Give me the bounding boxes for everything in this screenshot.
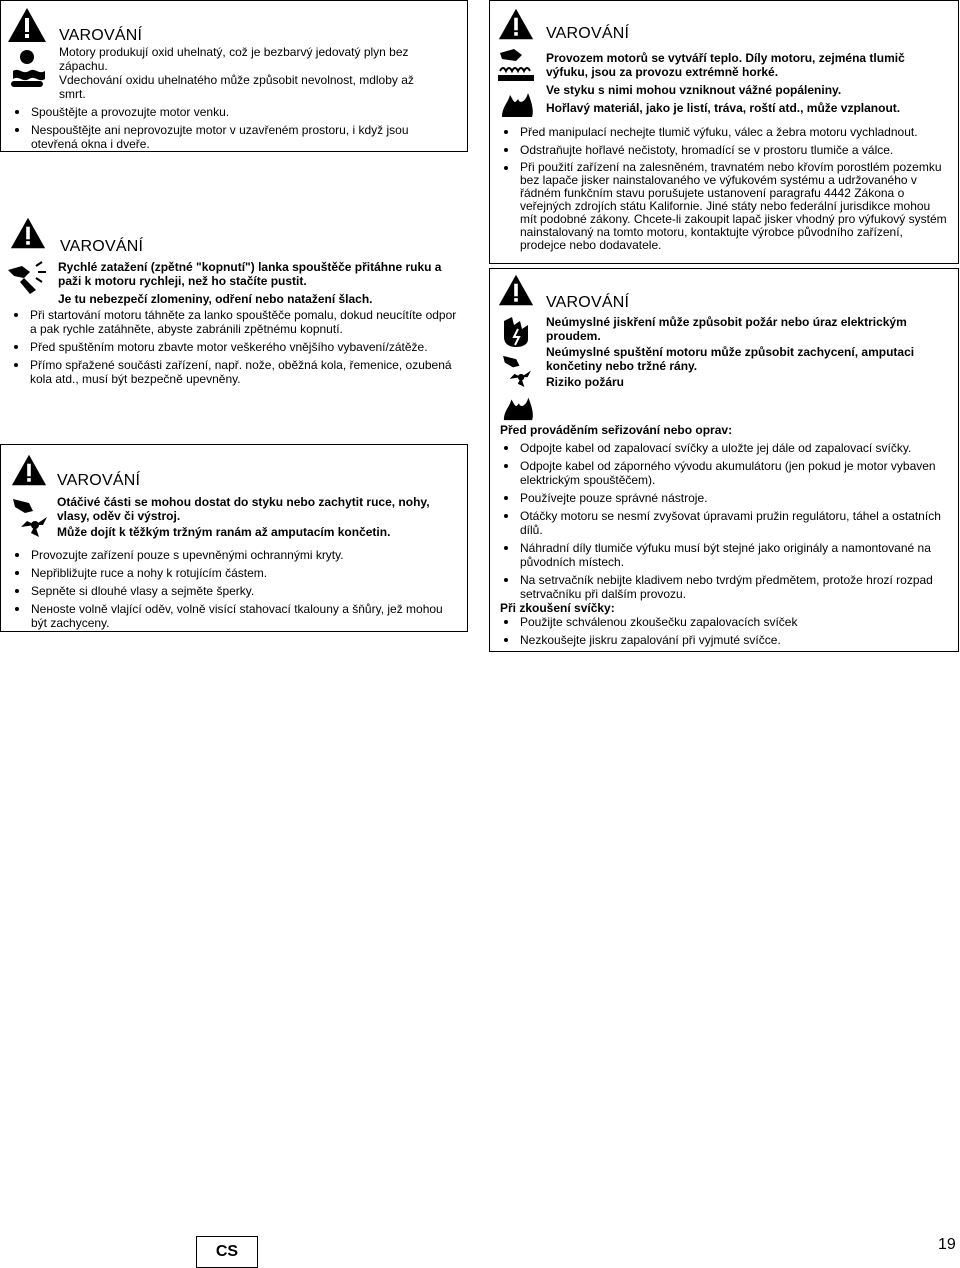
list-item: Při použití zařízení na zalesněném, travnatém nebo křovím porostlém pozemku bez lapače jisker nainstalovaného ve výfukovém systému a udržovaného v řádném funkčním stavu porušujete ustanovení paragrafu 4442 Zákona o veřejných zdrojích státu Kalifornie. Jiné státy nebo federální jurisdikce mohou mít podobné zákony. Chcete-li zakoupit lapač jisker vhodný pro výfukový systém nainstalovaný na tomto motoru, kontaktujte výrobce původního zařízení, prodejce nebo dodavatele.	[500, 161, 950, 252]
test-heading: Při zkoušení svíčky:	[500, 601, 615, 615]
warning-line: smrt.	[59, 87, 86, 101]
section-title: VAROVÁNÍ	[546, 25, 630, 42]
warning-box-heat	[489, 0, 959, 264]
warning-line: Neúmyslné spuštění motoru může způsobit zachycení, amputaci končetiny nebo tržné rány.	[546, 345, 915, 373]
warning-text	[546, 315, 936, 389]
warning-box-rotating	[0, 444, 468, 632]
warning-triangle-icon	[498, 7, 534, 41]
warning-line: Ve styku s nimi mohou vzniknout vážné popáleniny.	[546, 83, 842, 97]
list-item: Přímo spřažené součásti zařízení, např. nože, oběžná kola, řemenice, ozubená kola atd., musí být bezpečně upevněny.	[10, 358, 460, 386]
service-heading: Před prováděním seřizování nebo oprav:	[500, 423, 733, 437]
fire-icon	[500, 89, 534, 117]
hot-surface-icon	[496, 45, 536, 85]
bullet-list	[500, 441, 950, 605]
rotating-blade-icon	[498, 351, 536, 387]
section-title: VAROVÁNÍ	[60, 238, 144, 255]
page-number: 19	[938, 1236, 956, 1253]
list-item: Spouštějte a provozujte motor venku.	[11, 105, 451, 119]
list-item: Náhradní díly tlumiče výfuku musí být stejné jako originály a namontované na původních místech.	[500, 541, 950, 569]
warning-box-spark	[489, 268, 959, 652]
list-item: Nezkoušejte jiskru zapalování při vyjmuté svíčce.	[500, 633, 950, 647]
warning-line: Hořlavý materiál, jako je listí, tráva, roští atd., může vzplanout.	[546, 101, 901, 115]
bullet-list	[11, 548, 451, 634]
warning-line: zápachu.	[59, 59, 108, 73]
warning-text	[59, 45, 459, 101]
hand-pull-icon	[6, 256, 50, 296]
gas-fumes-icon	[7, 47, 47, 89]
list-item: Odpojte kabel od zapalovací svíčky a uložte jej dále od zapalovací svíčky.	[500, 441, 950, 455]
list-item: Sepněte si dlouhé vlasy a sejměte šperky.	[11, 584, 451, 598]
bullet-list	[500, 125, 950, 256]
warning-line: Motory produkují oxid uhelnatý, což je bezbarvý jedovatý plyn bez	[59, 45, 409, 59]
bullet-list	[11, 105, 451, 155]
language-code: CS	[196, 1236, 258, 1268]
warning-line: Rychlé zatažení (zpětné "kopnutí") lanka spouštěče přitáhne ruku a paži k motoru rychleji, než ho stačíte pustit.	[58, 260, 442, 288]
bullet-list	[10, 308, 460, 390]
list-item: Nespouštějte ani neprovozujte motor v uzavřeném prostoru, i když jsou otevřená okna i dveře.	[11, 123, 451, 151]
warning-text	[58, 260, 458, 306]
list-item: Při startování motoru táhněte za lanko spouštěče pomalu, dokud neucítíte odpor a pak rychle zatáhněte, abyste zabránili zpětnému kopnutí.	[10, 308, 460, 336]
list-item: Použijte schválenou zkoušečku zapalovacích svíček	[500, 615, 950, 629]
warning-line: Otáčivé části se mohou dostat do styku nebo zachytit ruce, nohy, vlasy, oděv či výstroj.	[57, 495, 430, 523]
electric-shock-icon	[498, 313, 534, 349]
warning-line: Neúmyslné jiskření může způsobit požár nebo úraz elektrickým proudem.	[546, 315, 907, 343]
list-item: Neноste volně vlající oděv, volně visící stahovací tkalouny a šňůry, jež mohou být zachyceny.	[11, 602, 451, 630]
warning-triangle-icon	[11, 453, 47, 487]
warning-line: Vdechování oxidu uhelnatého může způsobit nevolnost, mdloby až	[59, 73, 414, 87]
bullet-list	[500, 615, 950, 651]
list-item: Odpojte kabel od záporného vývodu akumulátoru (jen pokud je motor vybaven elektrickým spouštěčem).	[500, 459, 950, 487]
section-title: VAROVÁNÍ	[57, 472, 141, 489]
list-item: Otáčky motoru se nesmí zvyšovat úpravami pružin regulátoru, táhel a ostatních dílů.	[500, 509, 950, 537]
list-item: Nepřibližujte ruce a nohy k rotujícím částem.	[11, 566, 451, 580]
rotating-blade-icon	[9, 493, 51, 537]
list-item: Odstraňujte hořlavé nečistoty, hromadící se v prostoru tlumiče a válce.	[500, 143, 950, 157]
warning-line: Provozem motorů se vytváří teplo. Díly motoru, zejména tlumič výfuku, jsou za provozu extrémně horké.	[546, 51, 905, 79]
list-item: Používejte pouze správné nástroje.	[500, 491, 950, 505]
warning-line: Může dojít k těžkým tržným ranám až amputacím končetin.	[57, 525, 391, 539]
warning-line: Riziko požáru	[546, 375, 625, 389]
list-item: Před manipulací nechejte tlumič výfuku, válec a žebra motoru vychladnout.	[500, 125, 950, 139]
warning-text	[546, 51, 946, 115]
list-item: Provozujte zařízení pouze s upevněnými ochrannými kryty.	[11, 548, 451, 562]
warning-triangle-icon	[10, 216, 46, 250]
warning-triangle-icon	[498, 273, 534, 307]
list-item: Před spuštěním motoru zbavte motor veškerého vnějšího vybavení/zátěže.	[10, 340, 460, 354]
warning-box-co	[0, 0, 468, 152]
list-item: Na setrvačník nebijte kladivem nebo tvrdým předmětem, protože hrozí rozpad setrvačníku při dalším provozu.	[500, 573, 950, 601]
warning-triangle-icon	[7, 7, 47, 43]
fire-icon	[502, 393, 534, 421]
warning-text	[57, 495, 447, 539]
section-title: VAROVÁNÍ	[59, 27, 143, 44]
warning-line: Je tu nebezpečí zlomeniny, odření nebo natažení šlach.	[58, 292, 373, 306]
section-title: VAROVÁNÍ	[546, 294, 630, 311]
